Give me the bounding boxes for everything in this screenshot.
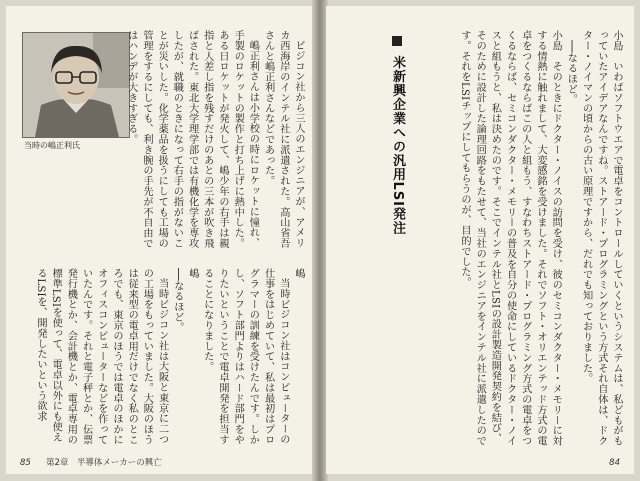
heading-square-icon: [392, 36, 402, 46]
page-number: 85: [20, 458, 31, 468]
heading-text: 米新興企業への汎用LSI発注: [390, 55, 405, 236]
left-bottom-text-b: [33, 268, 200, 446]
left-top-text: [124, 30, 306, 252]
speaker-label: 嶋: [187, 268, 198, 279]
portrait-photo: [22, 32, 130, 138]
paragraph: 嶋正利さんは小学校の時にロケットに憧れ、手製のロケットの製作と打ち上げに熱中した。ある日ロケットが発火して、嶋少年の右手は親指と人差し指を残すだけのあとの三本が吹き飛ばされた。東北大学理学部では有機化学を専攻したが、就職のときになって右手の指がないことが災いした。化学薬品を扱うにしても工場の管理をするにしても、利き腕の手先が不自由ではハンデが大きすぎる。: [125, 30, 259, 249]
photo-caption: 当時の嶋正利氏: [24, 141, 80, 150]
right-main-text: [457, 30, 624, 446]
page-number: 84: [609, 458, 620, 468]
paragraph: 当時ビジコン社はコンピューターの仕事をはじめていて、私は最初はプログラマーの訓練を受けたんです。しかし、ソフト部門よりはハード部門をやりたいということで電卓開発を担当することになりました。: [201, 268, 289, 445]
paragraph: ──なるほど。: [171, 268, 183, 333]
chapter-label: 第2章 半導体メーカーの興亡: [46, 458, 162, 468]
paragraph: ビジコン社から三人のエンジニアが、アメリカ西海岸のインテル社に派遣された。高山省吾さんと嶋正利さんなどであった。: [262, 30, 304, 249]
paragraph: 当時ビジコン社は大阪と東京に二つの工場をもっていました。大阪のほうは従来型の電卓用だけでなく私のところでも、東京のほうでは電卓のほかにオフィスコンピューターなどを作っていたんです。それと電子秤とか、伝票発行機とか、会計機とか、電卓専用の標準LSIを使って、電卓以外にも使えるLSIを、開発したいという欲求: [34, 268, 168, 445]
paragraph: 小島 そのときにドクター・ノイスの訪問を受け、彼のセミコンダクター・メモリーに対する情熱に触れまして、大変感銘を受けました。それでソフト・オリエンテッド方式の電卓をつくるならばこの人と組もう、すなわちストアード・プログラミング方式の電卓をつくるならば、セミコンダクター・メモリーの普及を自分の使命にしているドクター・ノイスと組もうと、私は決めたのです。そこでインテル社とLSIの設計製造開発契約を結び、そのために設計した論理回路をもたせて、当社のエンジニアをインテル社に派遣したのです。それをLSIチップにしてもらうのが、目的でした。: [458, 30, 562, 446]
portrait-illustration: [23, 33, 129, 137]
paragraph: 小島 いわばソフトウエアで電卓をコントロールしていくというシステムは、私どもがもっていたアイデアなんですね。ストアード・プログラミングという方式それ自体は、ドクター・ノイマンの頃からの古い原理ですから、だれでも知っておりました。: [580, 30, 622, 446]
section-heading: [388, 36, 407, 235]
paragraph: ──なるほど。: [565, 40, 577, 105]
left-bottom-text-a: [200, 268, 306, 446]
left-page: [6, 6, 314, 474]
right-page: [326, 6, 634, 474]
speaker-label: 嶋: [293, 268, 304, 279]
